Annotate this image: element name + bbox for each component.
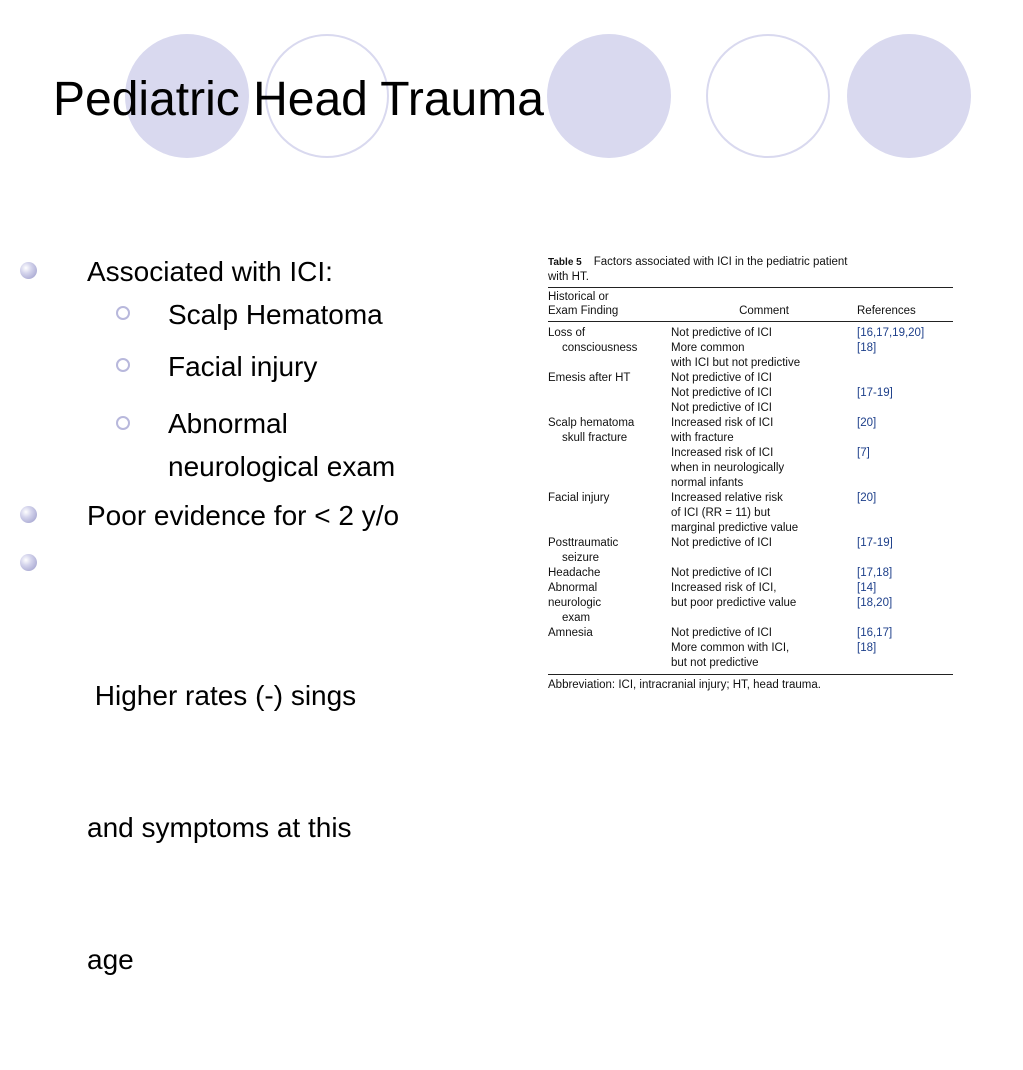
- table-row: [548, 416, 953, 431]
- table-cell-c2: Not predictive of ICI: [671, 327, 772, 339]
- subbullet-ring-icon: [116, 306, 130, 320]
- table-cell-c1: [548, 521, 671, 536]
- table-cell-c3: [857, 371, 953, 386]
- table-cell-c1: [548, 506, 671, 521]
- decor-circle-5: [847, 34, 971, 158]
- subbullet-ring-icon: [116, 358, 130, 372]
- header-finding: Historical or Exam Finding: [548, 291, 619, 317]
- table-cell-c2: More common with ICI,: [671, 642, 790, 654]
- table-cell-c3: [857, 431, 953, 446]
- table-cell-c2: Not predictive of ICI: [671, 537, 772, 549]
- table-cell-c1: [548, 386, 671, 401]
- table-row: [548, 566, 953, 581]
- table-cell-c2: [671, 551, 857, 566]
- table-cell-c1: seizure: [562, 552, 600, 564]
- table-cell-c3: [16,17,19,20]: [857, 327, 925, 339]
- table-header: [548, 288, 953, 322]
- table-cell-c2: marginal predictive value: [671, 522, 799, 534]
- table-row: [548, 611, 953, 626]
- table-cell-c3: [20]: [857, 492, 877, 504]
- table-cell-c3: [18]: [857, 642, 877, 654]
- table-cell-c1: exam: [562, 612, 591, 624]
- table-cell-c3: [857, 506, 953, 521]
- table-cell-c1: skull fracture: [562, 432, 628, 444]
- table-row: [548, 476, 953, 491]
- table-cell-c2: Increased risk of ICI: [671, 447, 774, 459]
- table-cell-c2: when in neurologically: [671, 462, 785, 474]
- table-cell-c3: [857, 401, 953, 416]
- table-cell-c3: [17-19]: [857, 387, 893, 399]
- table-cell-c2: Not predictive of ICI: [671, 627, 772, 639]
- bullet-poor-evidence: Poor evidence for < 2 y/o: [20, 494, 500, 538]
- table-row: [548, 491, 953, 506]
- slide-title: Pediatric Head Trauma: [53, 73, 544, 126]
- table-cell-c1: Facial injury: [548, 492, 610, 504]
- table-row: [548, 506, 953, 521]
- table-cell-c1: Amnesia: [548, 627, 593, 639]
- table-cell-c1: [548, 446, 671, 461]
- table-cell-c3: [857, 461, 953, 476]
- table-cell-c1: Headache: [548, 567, 601, 579]
- table-cell-c2: with ICI but not predictive: [671, 357, 801, 369]
- table-cell-c3: [18,20]: [857, 597, 893, 609]
- table-row: [548, 356, 953, 371]
- subbullet-ring-icon: [116, 416, 130, 430]
- table-row: [548, 371, 953, 386]
- bullet-dot-icon: [20, 554, 37, 571]
- table-cell-c2: normal infants: [671, 477, 744, 489]
- table-row: [548, 401, 953, 416]
- table-cell-c1: neurologic: [548, 597, 602, 609]
- table-cell-c2: Increased risk of ICI: [671, 417, 774, 429]
- table-cell-c1: [548, 641, 671, 656]
- header-references: References: [857, 305, 916, 317]
- table-row: [548, 626, 953, 641]
- table-row: [548, 656, 953, 671]
- table-cell-c2: Not predictive of ICI: [671, 372, 772, 384]
- table-cell-c3: [857, 611, 953, 626]
- table-cell-c3: [20]: [857, 417, 877, 429]
- table-cell-c1: Posttraumatic: [548, 537, 619, 549]
- table-cell-c1: Emesis after HT: [548, 372, 631, 384]
- table-cell-c3: [17,18]: [857, 567, 893, 579]
- table-cell-c1: [548, 401, 671, 416]
- table-cell-c3: [17-19]: [857, 537, 893, 549]
- table-cell-c1: [548, 656, 671, 671]
- table-cell-c3: [7]: [857, 447, 870, 459]
- table-caption: Table 5 Factors associated with ICI in the pediatric patient with HT.: [548, 256, 848, 283]
- table-cell-c1: [548, 476, 671, 491]
- table-row: [548, 536, 953, 551]
- table-footnote: Abbreviation: ICI, intracranial injury; HT, head trauma.: [548, 674, 953, 692]
- table-row: [548, 581, 953, 596]
- table-cell-c1: Loss of: [548, 327, 586, 339]
- table-row: [548, 386, 953, 401]
- decor-circle-4: [706, 34, 830, 158]
- subbullet-scalp-hematoma: Scalp Hematoma: [20, 298, 500, 332]
- table-cell-c3: [16,17]: [857, 627, 893, 639]
- bullet-dot-icon: [20, 262, 37, 279]
- table-cell-c3: [857, 551, 953, 566]
- table-cell-c3: [857, 521, 953, 536]
- table-row: [548, 431, 953, 446]
- bullet-higher-rates: Higher rates (-) sings and symptoms at this age: [20, 542, 500, 1070]
- table-cell-c3: [14]: [857, 582, 877, 594]
- bullet-list: [20, 250, 500, 1070]
- subbullet-facial-injury: Facial injury: [20, 350, 500, 384]
- table-cell-c2: [671, 611, 857, 626]
- table-cell-c2: of ICI (RR = 11) but: [671, 507, 771, 519]
- table-cell-c2: but poor predictive value: [671, 597, 797, 609]
- table-cell-c1: Scalp hematoma: [548, 417, 635, 429]
- table-cell-c2: Increased risk of ICI,: [671, 582, 777, 594]
- header-comment: Comment: [739, 305, 789, 317]
- table-cell-c2: Increased relative risk: [671, 492, 783, 504]
- table-cell-c2: More common: [671, 342, 745, 354]
- table-cell-c1: [548, 356, 671, 371]
- table-cell-c2: with fracture: [671, 432, 734, 444]
- table-row: [548, 446, 953, 461]
- decor-circle-3: [547, 34, 671, 158]
- table-row: [548, 326, 953, 341]
- table-cell-c1: Abnormal: [548, 582, 598, 594]
- table-cell-c3: [857, 656, 953, 671]
- table-row: [548, 641, 953, 656]
- table-cell-c3: [857, 356, 953, 371]
- table-row: [548, 596, 953, 611]
- table-cell-c2: Not predictive of ICI: [671, 567, 772, 579]
- table-cell-c1: [548, 461, 671, 476]
- table-row: [548, 551, 953, 566]
- table-cell-c2: but not predictive: [671, 657, 759, 669]
- ici-factors-table: [548, 255, 953, 692]
- subbullet-abnormal-exam: Abnormal neurological exam: [20, 402, 500, 488]
- bullet-associated: Associated with ICI:: [20, 250, 500, 294]
- table-label: Table 5: [548, 257, 582, 268]
- table-cell-c3: [18]: [857, 342, 877, 354]
- table-row: [548, 461, 953, 476]
- table-cell-c2: Not predictive of ICI: [671, 387, 772, 399]
- bullet-dot-icon: [20, 506, 37, 523]
- table-cell-c3: [857, 476, 953, 491]
- table-cell-c2: Not predictive of ICI: [671, 402, 772, 414]
- table-row: [548, 521, 953, 536]
- table-body: [548, 322, 953, 671]
- table-row: [548, 341, 953, 356]
- table-cell-c1: consciousness: [562, 342, 638, 354]
